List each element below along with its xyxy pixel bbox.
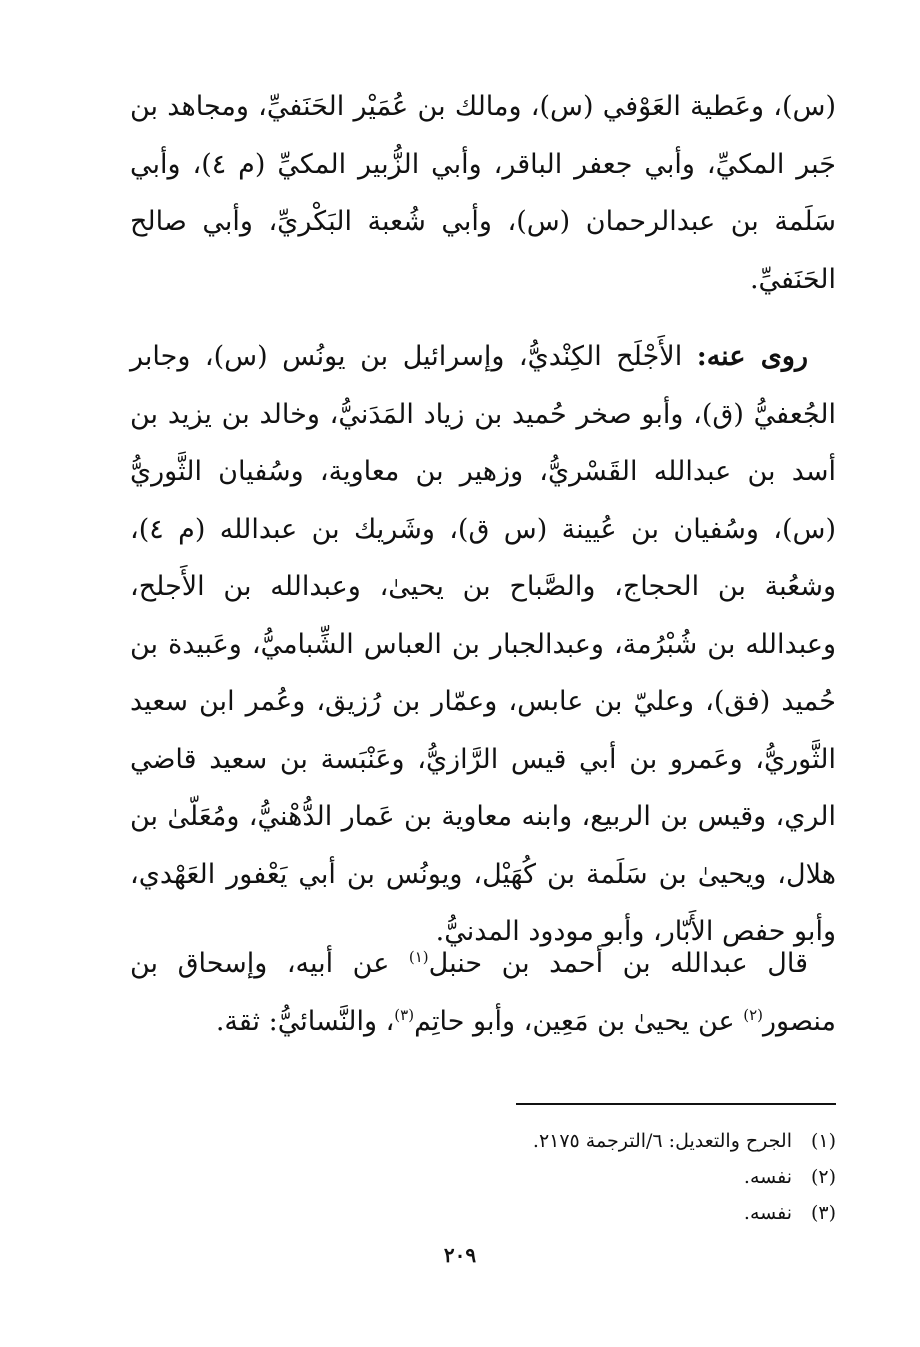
footnote-text: نفسه. — [743, 1166, 792, 1188]
footnote-marker[interactable]: (٢) — [743, 1005, 763, 1024]
paragraph-narrators — [130, 328, 836, 961]
footnote-number: (٣) — [810, 1202, 836, 1224]
paragraph-grading — [130, 935, 836, 1050]
footnote-divider — [516, 1103, 836, 1105]
paragraph-text-part: ، والنَّسائيُّ: ثقة. — [215, 1005, 395, 1037]
paragraph-teachers-continued — [130, 78, 836, 308]
paragraph-text-part: عن يحيىٰ بن مَعِين، وأبو حاتِم — [414, 1005, 744, 1037]
footnote-item — [360, 1195, 836, 1231]
footnote-text: الجرح والتعديل: ٦/الترجمة ٢١٧٥. — [532, 1130, 792, 1152]
footnote-number: (٢) — [810, 1166, 836, 1188]
page-number: ٢٠٩ — [443, 1243, 477, 1267]
footnote-marker[interactable]: (٣) — [394, 1005, 415, 1024]
footnotes-list — [360, 1123, 836, 1231]
paragraph-text-part: عن أبيه، وإسحاق بن منصور — [130, 948, 836, 1037]
footnote-number: (١) — [810, 1130, 836, 1152]
paragraph-text: الأَجْلَح الكِنْديُّ، وإسرائيل بن يونُس (س)، وجابر الجُعفيُّ (ق)، وأبو صخر حُميد بن زياد المَدَنيُّ، وخالد بن يزيد بن أسد بن عبدالله القَسْريُّ، وزهير بن معاوية، وسُفيان الثَّوريُّ (س)، وسُفيان بن عُيينة (س ق)، وشَريك بن عبدالله (م ٤)، وشعُبة بن الحجاج، والصَّباح بن يحيىٰ، وعبدالله بن الأَجلح، وعبدالله بن شُبْرُمة، وعبدالجبار بن العباس الشِّباميُّ، وعَبيدة بن حُميد (فق)، وعليّ بن عابس، وعمّار بن رُزيق، وعُمر ابن سعيد الثَّوريُّ، وعَمرو بن أبي قيس الرَّازيُّ، وعَنْبَسة بن سعيد قاضي الري، وقيس بن الربيع، وابنه معاوية بن عَمار الدُّهْنيُّ، ومُعَلّىٰ بن هلال، ويحيىٰ بن سَلَمة بن كُهَيْل، ويونُس بن أبي يَعْفور العَهْدي، وأبو حفص الأَبّار، وأبو مودود المدنيُّ. — [130, 341, 836, 947]
footnote-marker[interactable]: (١) — [408, 948, 429, 966]
footnote-item — [360, 1123, 836, 1159]
paragraph-text: (س)، وعَطية العَوْفي (س)، ومالك بن عُمَيْر الحَنَفيِّ، ومجاهد بن جَبر المكيِّ، وأبي جعفر الباقر، وأبي الزُّبير المكيِّ (م ٤)، وأبي سَلَمة بن عبدالرحمان (س)، وأبي شُعبة البَكْريِّ، وأبي صالح الحَنَفيِّ. — [130, 91, 836, 295]
footnote-item — [360, 1159, 836, 1195]
section-lead-label: روى عنه: — [696, 341, 808, 372]
paragraph-text-part: قال عبدالله بن أحمد بن حنبل — [428, 948, 809, 979]
footnote-text: نفسه. — [743, 1202, 792, 1224]
